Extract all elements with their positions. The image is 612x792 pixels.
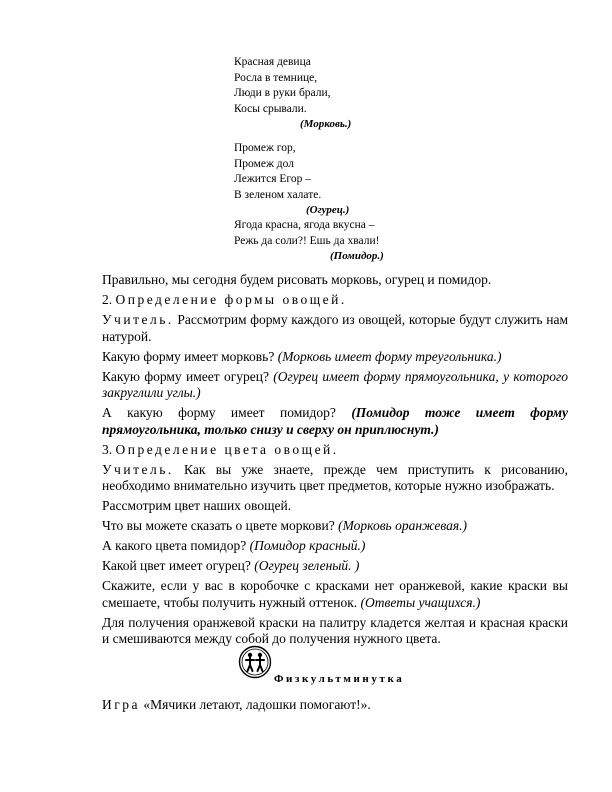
riddle-line: Промеж дол bbox=[234, 157, 294, 170]
teacher-text: Рассмотрим форму каждого из овощей, которые будут служить нам натурой. bbox=[102, 312, 568, 344]
answer-text: (Помидор тоже имеет форму прямоугольника, только снизу и сверху он приплюснут.) bbox=[102, 405, 568, 437]
riddle-2 bbox=[234, 141, 349, 219]
riddle-line: Ягода красна, ягода вкусна – bbox=[234, 219, 375, 231]
teacher-label: Учитель. bbox=[102, 312, 174, 327]
answer-text: (Морковь оранжевая.) bbox=[338, 518, 468, 533]
question-5 bbox=[102, 538, 568, 555]
paragraph-text: Для получения оранжевой краски на палитру кладется желтая и красная краски и смешиваются между собой до получения нужного цвета. bbox=[102, 614, 568, 646]
question-text: А какую форму имеет помидор? bbox=[102, 405, 352, 420]
teacher-label: Учитель. bbox=[102, 461, 174, 477]
exercise-figures-icon bbox=[238, 645, 272, 679]
answer-text: (Морковь имеет форму треугольника.) bbox=[277, 348, 502, 364]
section-3-heading bbox=[102, 442, 568, 459]
riddle-line: В зеленом халате. bbox=[234, 188, 322, 201]
question-text: Какой цвет имеет огурец? bbox=[102, 558, 255, 573]
riddle-answer: (Морковь.) bbox=[300, 118, 352, 130]
riddle-line: Росла в темнице, bbox=[234, 71, 318, 84]
riddle-line: Режь да соли?! Ешь да хвали! bbox=[234, 234, 380, 247]
section-number: 2. bbox=[102, 292, 113, 307]
question-7 bbox=[102, 578, 568, 611]
question-1 bbox=[102, 349, 568, 366]
section-number: 3. bbox=[102, 441, 113, 457]
riddle-line: Промеж гор, bbox=[234, 142, 296, 154]
intro-text: Правильно, мы сегодня будем рисовать морковь, огурец и помидор. bbox=[102, 272, 492, 287]
game-line bbox=[102, 697, 371, 713]
answer-text: (Огурец имеет форму прямоугольника, у которого закруглили углы.) bbox=[102, 368, 568, 400]
question-text: Скажите, если у вас в коробочке с красками нет оранжевой, какие краски вы смешаете, чтобы получить нужный оттенок. bbox=[102, 578, 568, 610]
answer-text: (Помидор красный.) bbox=[249, 538, 366, 553]
mixing-paragraph bbox=[102, 615, 568, 648]
paragraph-text: Рассмотрим цвет наших овощей. bbox=[102, 498, 292, 513]
teacher-text: Как вы уже знаете, прежде чем приступить к рисованию, необходимо внимательно изучить цвет предметов, которые нужно изображать. bbox=[102, 461, 568, 493]
question-2 bbox=[102, 369, 568, 402]
question-text: Какую форму имеет огурец? bbox=[102, 368, 274, 384]
question-text: Что вы можете сказать о цвете моркови? bbox=[102, 518, 339, 533]
physical-minute-heading bbox=[238, 645, 478, 685]
answer-text: (Огурец зеленый. ) bbox=[254, 558, 360, 573]
riddle-1 bbox=[234, 55, 351, 133]
riddle-answer: (Огурец.) bbox=[306, 204, 350, 216]
lesson-body bbox=[102, 272, 568, 651]
question-text: А какого цвета помидор? bbox=[102, 538, 250, 553]
riddle-line: Люди в руки брали, bbox=[234, 87, 331, 99]
intro-paragraph bbox=[102, 272, 568, 289]
game-text: «Мячики летают, ладошки помогают!». bbox=[140, 697, 371, 712]
game-label: Игра bbox=[102, 697, 141, 712]
colors-paragraph bbox=[102, 498, 568, 515]
question-3 bbox=[102, 405, 568, 438]
teacher-paragraph-1 bbox=[102, 312, 568, 345]
section-title: Определение цвета овощей. bbox=[115, 441, 339, 457]
question-4 bbox=[102, 518, 568, 535]
physical-minute-title: Физкультминутка bbox=[274, 673, 405, 685]
teacher-paragraph-2 bbox=[102, 462, 568, 495]
answer-text: (Ответы учащихся.) bbox=[360, 594, 481, 610]
riddle-line: Косы срывали. bbox=[234, 102, 307, 115]
riddle-line: Красная девица bbox=[234, 56, 311, 68]
riddle-line: Лежится Егор – bbox=[234, 173, 311, 185]
question-6 bbox=[102, 558, 568, 575]
section-2-heading bbox=[102, 292, 568, 309]
riddle-3 bbox=[234, 218, 384, 265]
riddle-answer: (Помидор.) bbox=[330, 250, 384, 262]
section-title: Определение формы овощей. bbox=[115, 292, 347, 307]
question-text: Какую форму имеет морковь? bbox=[102, 348, 278, 364]
